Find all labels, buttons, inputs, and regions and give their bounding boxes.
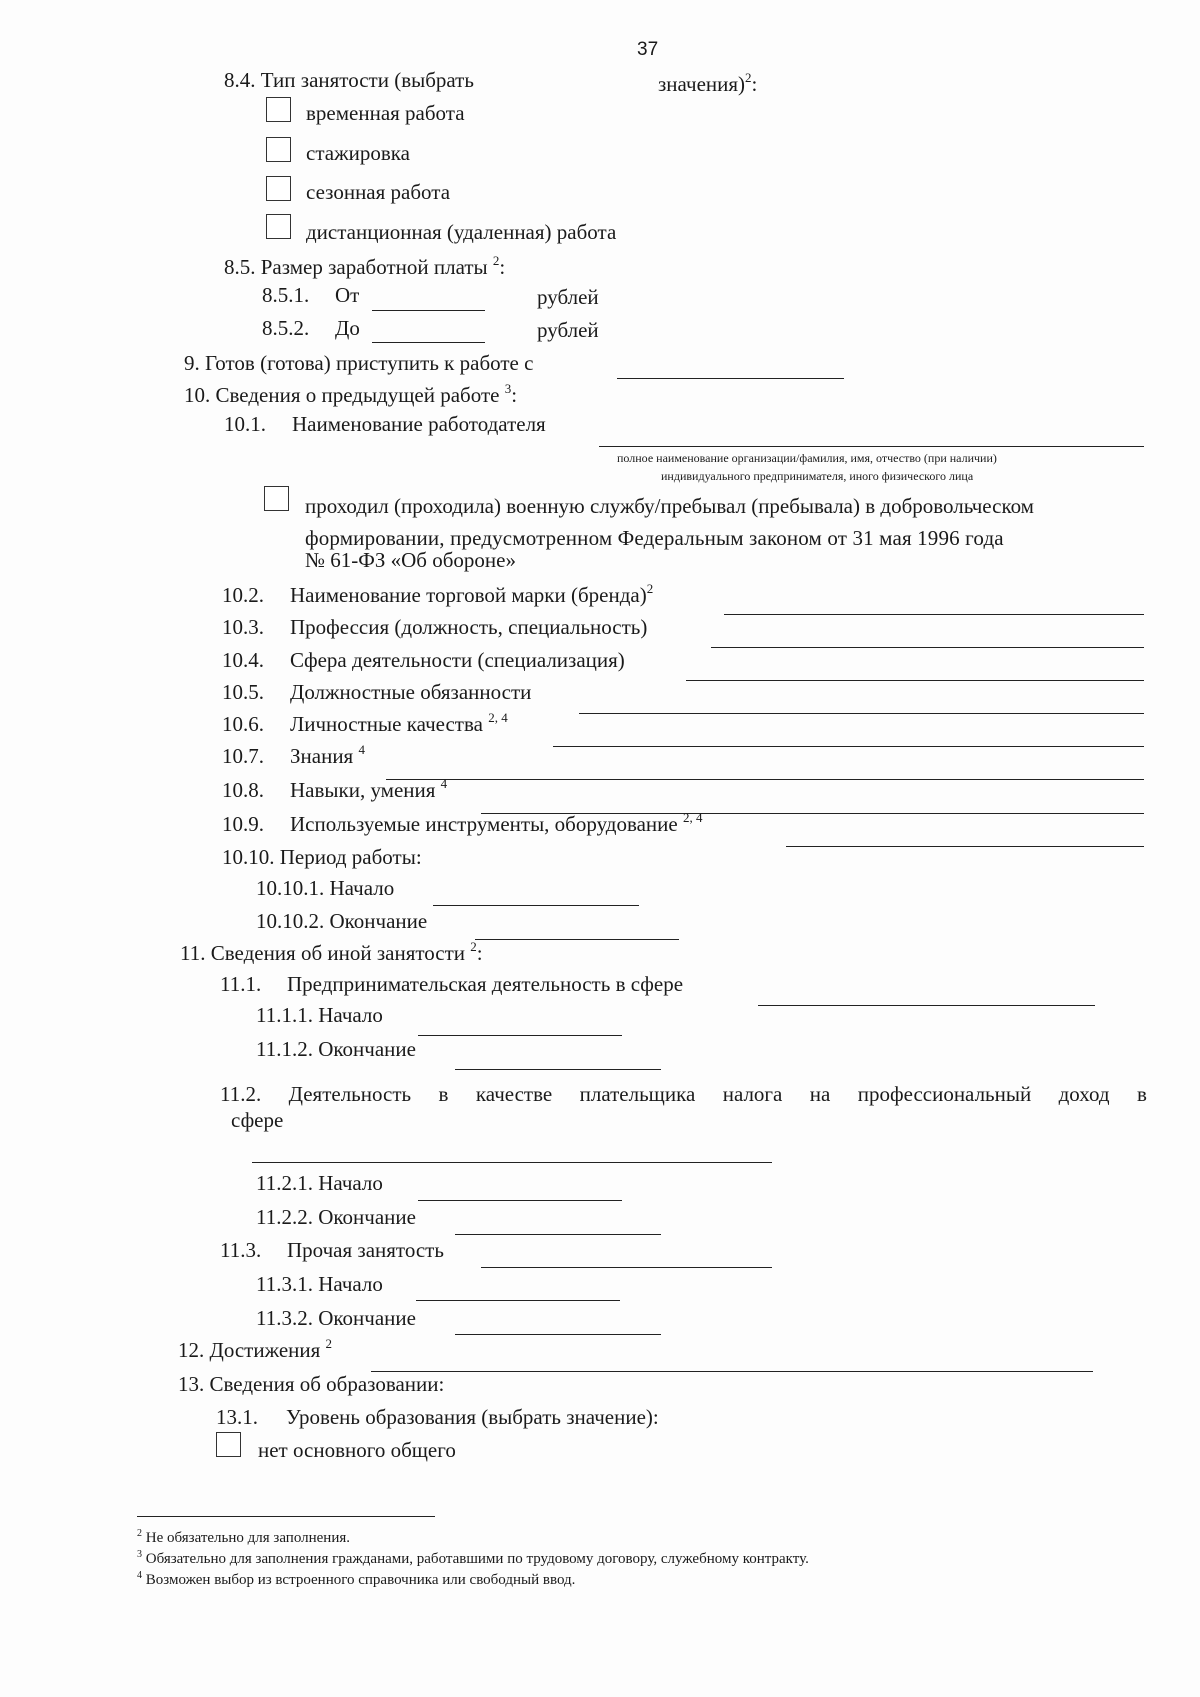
salary-from-label: От [335, 283, 360, 307]
knowledge-label: Знания $^4$ [290, 742, 365, 768]
profession-field[interactable] [711, 647, 1144, 648]
tax-activity-label: 11.2. Деятельность в качестве плательщика налога на профессиональный доход в [220, 1082, 1147, 1106]
checkbox-no-basic-general[interactable] [216, 1432, 241, 1457]
employer-num: 10.1. [224, 412, 266, 436]
checkbox-military-service[interactable] [264, 486, 289, 511]
tax-start-field[interactable] [418, 1200, 622, 1201]
footnote-ref: 2 [325, 1336, 333, 1351]
salary-from-num: 8.5.1. [262, 283, 310, 307]
section-11-label: 11. Сведения об иной занятости $^2$: [180, 939, 483, 965]
tax-end-field[interactable] [455, 1234, 661, 1235]
section-8-4-label-tail: значения)$^2$: [658, 70, 758, 96]
section-12-label: 12. Достижения $^2$ [178, 1336, 333, 1362]
tax-activity-label: сфере [231, 1108, 284, 1132]
option-internship: стажировка [306, 141, 410, 165]
employer-hint: индивидуального предпринимателя, иного физического лица [661, 469, 974, 483]
tax-start-label: 11.2.1. Начало [256, 1171, 383, 1195]
start-date-field[interactable] [617, 378, 844, 379]
other-num: 11.3. [220, 1238, 262, 1262]
field-label: 10.9. [222, 812, 264, 836]
salary-to-label: До [335, 316, 360, 340]
section-13-label: 13. Сведения об образовании: [178, 1372, 445, 1396]
brand-field[interactable] [724, 614, 1144, 615]
military-service-text: формировании, предусмотренном Федеральным законом от 31 мая 1996 года [305, 526, 1004, 550]
activity-sphere-field[interactable] [686, 680, 1144, 681]
military-service-text: проходил (проходила) военную службу/пребывал (пребывала) в добровольческом [305, 494, 1034, 518]
footnote: $^4$ Возможен выбор из встроенного справочника или свободный ввод. [137, 1570, 576, 1588]
field-label: 10.3. [222, 615, 264, 639]
field-label: 10.6. [222, 712, 264, 736]
achievements-field[interactable] [371, 1371, 1093, 1372]
business-sphere-field[interactable] [758, 1005, 1095, 1006]
checkbox-seasonal-work[interactable] [266, 176, 291, 201]
personal-qualities-label: Личностные качества $^{2, 4}$ [290, 710, 508, 736]
tools-field[interactable] [786, 846, 1144, 847]
footnote-ref: 3 [504, 381, 512, 396]
salary-to-num: 8.5.2. [262, 316, 310, 340]
other-employment-field[interactable] [481, 1267, 772, 1268]
business-end-field[interactable] [455, 1069, 661, 1070]
section-10-label: 10. Сведения о предыдущей работе $^3$: [184, 381, 518, 407]
footnote-ref: 2 [470, 939, 477, 954]
education-level-num: 13.1. [216, 1405, 258, 1429]
tax-end-label: 11.2.2. Окончание [256, 1205, 416, 1229]
work-period-start-field[interactable] [433, 905, 639, 906]
checkbox-internship[interactable] [266, 137, 291, 162]
brand-label: Наименование торговой марки (бренда)$^2$ [290, 581, 654, 607]
profession-label: Профессия (должность, специальность) [290, 615, 648, 639]
military-service-text: № 61-ФЗ «Об обороне» [305, 548, 516, 572]
activity-sphere-label: Сфера деятельности (специализация) [290, 648, 625, 672]
other-end-label: 11.3.2. Окончание [256, 1306, 416, 1330]
footnote-ref: 2 [492, 253, 500, 268]
field-label: 10.5. [222, 680, 264, 704]
personal-qualities-field[interactable] [553, 746, 1144, 747]
footnote: $^3$ Обязательно для заполнения гражданами, работавшими по трудовому договору, служебному контракту. [137, 1549, 809, 1567]
salary-from-field[interactable] [372, 310, 485, 311]
business-label: Предпринимательская деятельность в сфере [287, 972, 684, 996]
field-label: 10.7. [222, 744, 264, 768]
skills-label: Навыки, умения $^4$ [290, 776, 448, 802]
knowledge-field[interactable] [386, 779, 1144, 780]
work-period-end-label: 10.10.2. Окончание [256, 909, 428, 933]
page-number: 37 [637, 39, 659, 60]
tax-activity-sphere-field[interactable] [252, 1162, 772, 1163]
field-label: 10.4. [222, 648, 264, 672]
section-8-5-label: 8.5. Размер заработной платы $^2$: [224, 253, 506, 279]
work-period-label: 10.10. Период работы: [222, 845, 422, 869]
employer-field[interactable] [599, 446, 1144, 447]
section-8-4-label: 8.4. Тип занятости (выбрать [224, 68, 474, 92]
section-9-label: 9. Готов (готова) приступить к работе с [184, 351, 534, 375]
business-end-label: 11.1.2. Окончание [256, 1037, 416, 1061]
education-level-label: Уровень образования (выбрать значение): [286, 1405, 659, 1429]
business-start-field[interactable] [418, 1035, 622, 1036]
tools-label: Используемые инструменты, оборудование $^{2, 4}$ [290, 810, 703, 836]
salary-from-currency: рублей [537, 285, 599, 309]
work-period-end-field[interactable] [475, 939, 679, 940]
footnote-ref: 2 [745, 70, 752, 85]
option-seasonal-work: сезонная работа [306, 180, 451, 204]
duties-field[interactable] [579, 713, 1144, 714]
business-num: 11.1. [220, 972, 262, 996]
checkbox-remote-work[interactable] [266, 214, 291, 239]
footnote: $^2$ Не обязательно для заполнения. [137, 1528, 351, 1546]
other-start-field[interactable] [416, 1300, 620, 1301]
footnote-separator [137, 1516, 435, 1517]
field-label: 10.2. [222, 583, 264, 607]
business-start-label: 11.1.1. Начало [256, 1003, 383, 1027]
option-remote-work: дистанционная (удаленная) работа [306, 220, 617, 244]
field-label: 10.8. [222, 778, 264, 802]
salary-to-currency: рублей [537, 318, 599, 342]
other-end-field[interactable] [455, 1334, 661, 1335]
duties-label: Должностные обязанности [290, 680, 532, 704]
employer-hint: полное наименование организации/фамилия, имя, отчество (при наличии) [617, 451, 997, 465]
employer-label: Наименование работодателя [292, 412, 546, 436]
work-period-start-label: 10.10.1. Начало [256, 876, 395, 900]
salary-to-field[interactable] [372, 342, 485, 343]
other-employment-label: Прочая занятость [287, 1238, 444, 1262]
other-start-label: 11.3.1. Начало [256, 1272, 383, 1296]
option-no-basic-general: нет основного общего [258, 1438, 456, 1462]
checkbox-temporary-work[interactable] [266, 97, 291, 122]
option-temporary-work: временная работа [306, 101, 465, 125]
